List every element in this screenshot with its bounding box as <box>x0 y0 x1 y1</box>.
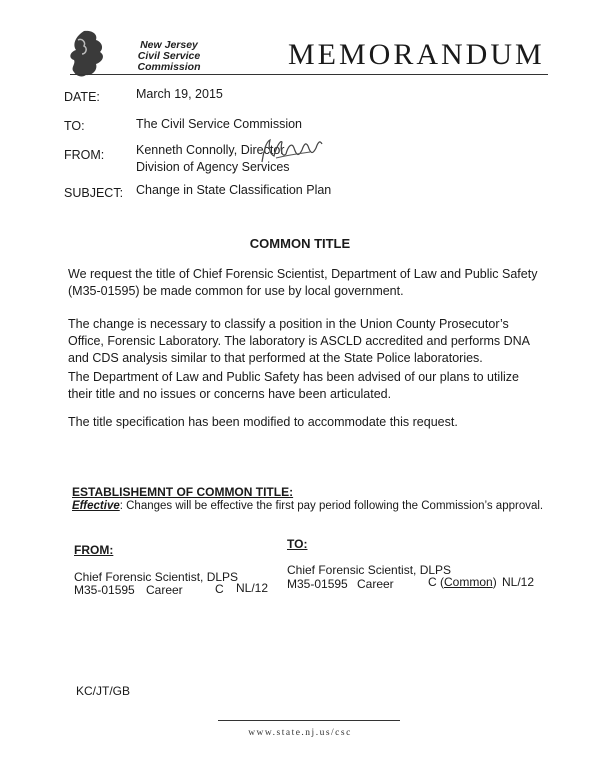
section-title: COMMON TITLE <box>249 236 351 251</box>
from-label: FROM: <box>64 148 105 162</box>
to-class-suffix: ) <box>492 575 497 589</box>
to-type: Career <box>357 577 394 591</box>
logo-text <box>114 40 224 73</box>
date-value: March 19, 2015 <box>136 87 223 101</box>
from-title: Chief Forensic Scientist, DLPS <box>74 570 239 584</box>
commission-logo <box>62 28 222 88</box>
footer-url: www.state.nj.us/csc <box>248 728 352 738</box>
subject-label: SUBJECT: <box>64 186 124 200</box>
to-unit: NL/12 <box>502 575 535 589</box>
effective-line <box>72 500 543 512</box>
effective-text: : Changes will be effective the first pay period following the Commission’s approval. <box>119 500 544 512</box>
from-value-line-1: Kenneth Connolly, Director <box>136 143 285 157</box>
establishment-heading: ESTABLISHEMNT OF COMMON TITLE: <box>72 485 294 499</box>
memorandum-title: MEMORANDUM <box>288 38 545 71</box>
to-label: TO: <box>64 119 85 133</box>
to-title: Chief Forensic Scientist, DLPS <box>287 563 452 577</box>
from-value-line-2: Division of Agency Services <box>136 160 290 174</box>
nj-state-outline-icon <box>62 28 122 80</box>
effective-label: Effective <box>72 500 120 512</box>
to-heading: TO: <box>287 537 308 551</box>
logo-line-3: Commission <box>137 61 201 73</box>
from-unit: NL/12 <box>236 581 269 595</box>
header-divider <box>70 74 548 75</box>
from-type: Career <box>146 583 183 597</box>
paragraph-4: The title specification has been modified to accommodate this request. <box>68 415 458 429</box>
from-code: M35-01595 <box>74 583 135 597</box>
logo-line-2: Civil Service <box>137 50 201 62</box>
subject-value: Change in State Classification Plan <box>136 183 332 197</box>
date-label: DATE: <box>64 90 100 104</box>
paragraph-1: We request the title of Chief Forensic Scientist, Department of Law and Public Safety (M35-01595) be made common for use by local government. <box>68 267 538 298</box>
to-code: M35-01595 <box>287 577 348 591</box>
paragraph-3: The Department of Law and Public Safety has been advised of our plans to utilize their title and no issues or concerns have been articulated. <box>68 370 519 401</box>
from-heading: FROM: <box>74 543 114 557</box>
to-class-prefix: C ( <box>428 575 444 589</box>
handwritten-signature <box>256 132 336 172</box>
from-class: C <box>215 582 224 596</box>
initials: KC/JT/GB <box>76 684 131 698</box>
to-class <box>428 575 497 589</box>
to-class-common: Common <box>444 575 493 589</box>
paragraph-2: The change is necessary to classify a position in the Union County Prosecutor’s Office, Forensic Laboratory. The laboratory is ASCLD accredited and performs DNA and CDS analysis similar to that performed at the State Police laboratories. <box>68 317 530 365</box>
logo-line-1: New Jersey <box>140 39 198 51</box>
footer-divider <box>218 720 400 721</box>
to-value: The Civil Service Commission <box>136 117 303 131</box>
